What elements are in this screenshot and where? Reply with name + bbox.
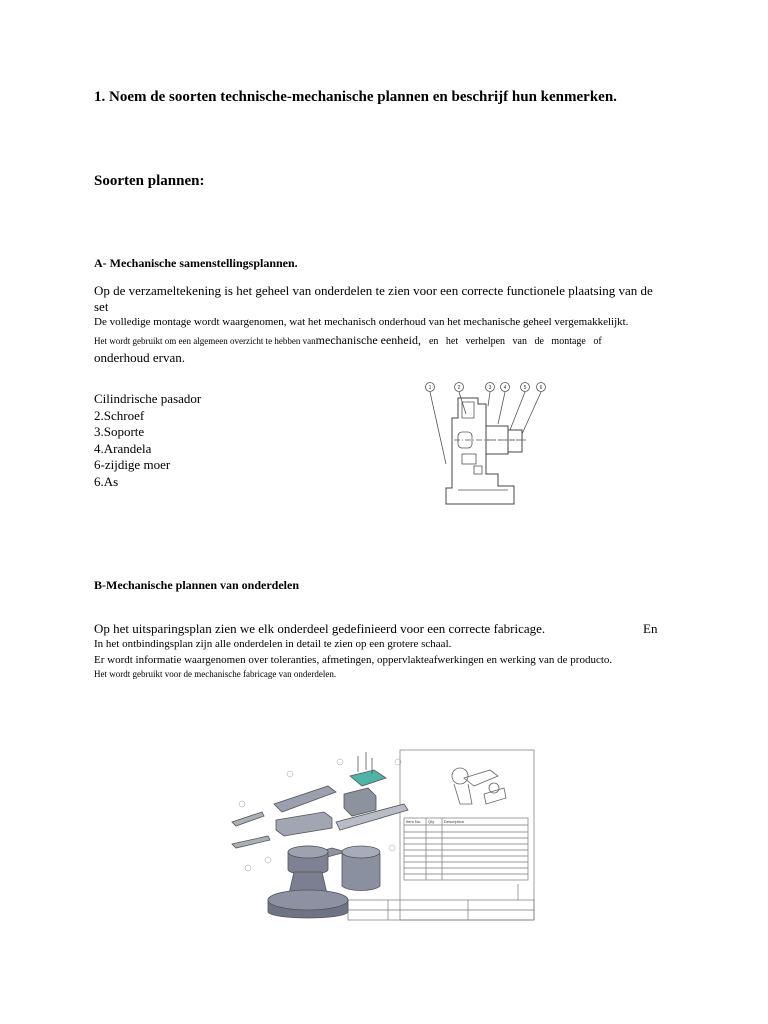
- table-header-description: Description: [444, 819, 465, 824]
- parts-list-item: 6.As: [94, 473, 119, 489]
- parts-table: [404, 818, 528, 880]
- section-a-line-3: [94, 332, 664, 350]
- section-a-line-3-mid: mechanische eenheid,: [315, 333, 421, 347]
- exploded-drawing: [228, 748, 536, 922]
- section-b-line-3: Er wordt informatie waargenomen over toleranties, afmetingen, oppervlakteafwerkingen en werking van de producto.: [94, 654, 613, 666]
- parts-list-item: Cilindrische pasador: [94, 391, 202, 406]
- balloon-label: 2: [457, 385, 461, 391]
- section-b-paragraph: [94, 621, 664, 680]
- parts-list-item: 4.Arandela: [94, 440, 152, 456]
- balloon-label: 3: [488, 385, 492, 391]
- section-a-paragraph: [94, 283, 664, 366]
- section-b-line-1-text: Op het uitsparingsplan zien we elk onderdeel gedefinieerd voor een correcte fabricage.: [94, 621, 546, 636]
- section-b-title: B-Mechanische plannen van onderdelen: [94, 578, 300, 592]
- table-header-item: Item No.: [406, 819, 422, 824]
- balloon-label: 4: [503, 385, 507, 391]
- table-header-qty: Qty: [428, 819, 435, 824]
- balloon-label: 1: [428, 385, 432, 391]
- section-a-line-3-tail: en het verhelpen van de montage of: [428, 336, 602, 347]
- section-a-line-1: Op de verzameltekening is het geheel van onderdelen te zien voor een correcte functionele plaatsing van de set: [94, 283, 653, 314]
- parts-list: [94, 391, 201, 490]
- parts-list-item: 2.Schroef: [94, 407, 145, 423]
- section-a-line-4: onderhoud ervan.: [94, 350, 185, 365]
- section-b-line-2: In het ontbindingsplan zijn alle onderdelen in detail te zien op een grotere schaal.: [94, 638, 452, 650]
- question-heading: 1. Noem de soorten technische-mechanische plannen en beschrijf hun kenmerken.: [94, 89, 617, 105]
- parts-list-item: 3.Soporte: [94, 424, 145, 439]
- section-a-line-3-small: Het wordt gebruikt om een algemeen overzicht te hebben van: [94, 336, 316, 346]
- assembly-drawing: [418, 378, 558, 508]
- balloon-label: 5: [523, 385, 527, 391]
- section-b-line-1-end: En: [643, 621, 658, 636]
- section-a-title: A- Mechanische samenstellingsplannen.: [94, 256, 298, 270]
- parts-list-item: 6-zijdige moer: [94, 457, 171, 472]
- section-b-line-4: Het wordt gebruikt voor de mechanische fabricage van onderdelen.: [94, 669, 337, 679]
- section-a-line-2: De volledige montage wordt waargenomen, wat het mechanisch onderhoud van het mechanische geheel vergemakkelijkt.: [94, 316, 629, 328]
- balloon-label: 6: [539, 385, 543, 391]
- section-title: Soorten plannen:: [94, 173, 205, 189]
- section-b-line-1: [94, 621, 664, 637]
